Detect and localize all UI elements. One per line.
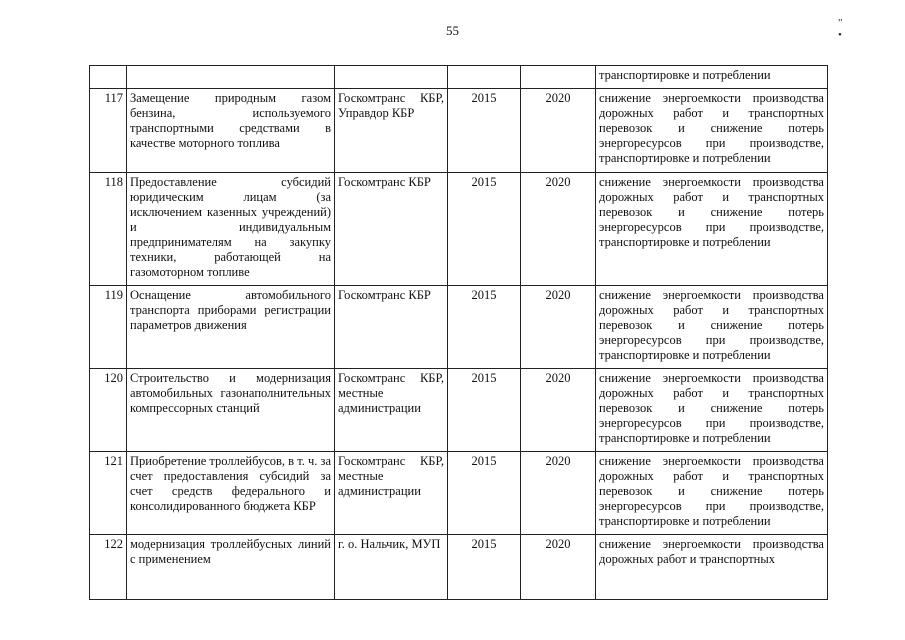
cell-num bbox=[90, 66, 127, 89]
cell-start-year bbox=[448, 66, 521, 89]
cell-num: 122 bbox=[90, 535, 127, 600]
cell-executor bbox=[335, 66, 448, 89]
cell-end-year: 2020 bbox=[521, 286, 596, 369]
cell-start-year: 2015 bbox=[448, 369, 521, 452]
cell-end-year: 2020 bbox=[521, 369, 596, 452]
page-number: 55 bbox=[446, 23, 459, 38]
cell-end-year: 2020 bbox=[521, 89, 596, 173]
cell-executor: Госкомтранс КБР bbox=[335, 286, 448, 369]
table-row bbox=[90, 89, 828, 173]
cell-result: транспортировке и потреблении bbox=[596, 66, 828, 89]
cell-num: 118 bbox=[90, 173, 127, 286]
cell-measure: модернизация троллейбусных линий с применением bbox=[127, 535, 335, 600]
cell-end-year: 2020 bbox=[521, 173, 596, 286]
cell-measure: Замещение природным газом бензина, используемого транспортными средствами в качестве моторного топлива bbox=[127, 89, 335, 173]
table-row bbox=[90, 369, 828, 452]
cell-executor: Госкомтранс КБР, местные администрации bbox=[335, 369, 448, 452]
cell-num: 120 bbox=[90, 369, 127, 452]
measures-table bbox=[89, 65, 828, 600]
cell-result: снижение энергоемкости производства дорожных работ и транспортных перевозок и снижение потерь энергоресурсов при производстве, транспортировке и потреблении bbox=[596, 89, 828, 173]
cell-end-year: 2020 bbox=[521, 535, 596, 600]
table-row bbox=[90, 286, 828, 369]
cell-executor: Госкомтранс КБР, Управдор КБР bbox=[335, 89, 448, 173]
cell-start-year: 2015 bbox=[448, 452, 521, 535]
cell-num: 117 bbox=[90, 89, 127, 173]
cell-start-year: 2015 bbox=[448, 286, 521, 369]
cell-num: 119 bbox=[90, 286, 127, 369]
cell-measure: Оснащение автомобильного транспорта приборами регистрации параметров движения bbox=[127, 286, 335, 369]
cell-start-year: 2015 bbox=[448, 535, 521, 600]
table-row-continuation bbox=[90, 66, 828, 89]
table-row bbox=[90, 173, 828, 286]
table-row bbox=[90, 452, 828, 535]
cell-measure: Предоставление субсидий юридическим лицам (за исключением казенных учреждений) и индивидуальным предпринимателям на закупку техники, работающей на газомоторном топливе bbox=[127, 173, 335, 286]
cell-result: снижение энергоемкости производства дорожных работ и транспортных перевозок и снижение потерь энергоресурсов при производстве, транспортировке и потреблении bbox=[596, 452, 828, 535]
table-row bbox=[90, 535, 828, 600]
cell-num: 121 bbox=[90, 452, 127, 535]
cell-start-year: 2015 bbox=[448, 173, 521, 286]
cell-result: снижение энергоемкости производства дорожных работ и транспортных перевозок и снижение потерь энергоресурсов при производстве, транспортировке и потреблении bbox=[596, 286, 828, 369]
cell-start-year: 2015 bbox=[448, 89, 521, 173]
cell-executor: Госкомтранс КБР, местные администрации bbox=[335, 452, 448, 535]
cell-executor: Госкомтранс КБР bbox=[335, 173, 448, 286]
cell-result: снижение энергоемкости производства дорожных работ и транспортных перевозок и снижение потерь энергоресурсов при производстве, транспортировке и потреблении bbox=[596, 369, 828, 452]
cell-result: снижение энергоемкости производства дорожных работ и транспортных bbox=[596, 535, 828, 600]
cell-measure: Строительство и модернизация автомобильных газонаполнительных компрессорных станций bbox=[127, 369, 335, 452]
cell-measure: Приобретение троллейбусов, в т. ч. за счет предоставления субсидий за счет средств федерального и консолидированного бюджета КБР bbox=[127, 452, 335, 535]
cell-result: снижение энергоемкости производства дорожных работ и транспортных перевозок и снижение потерь энергоресурсов при производстве, транспортировке и потреблении bbox=[596, 173, 828, 286]
cell-measure bbox=[127, 66, 335, 89]
cell-end-year: 2020 bbox=[521, 452, 596, 535]
cell-end-year bbox=[521, 66, 596, 89]
cell-executor: г. о. Нальчик, МУП bbox=[335, 535, 448, 600]
corner-marks: " • bbox=[838, 17, 871, 41]
